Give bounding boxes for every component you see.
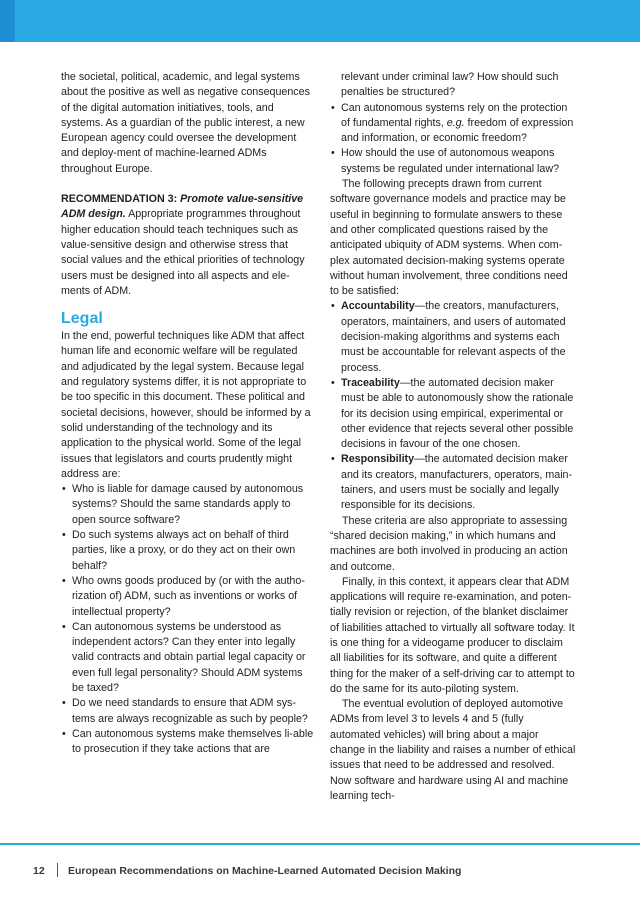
page-number: 12 <box>33 865 45 877</box>
bullet-icon: • <box>331 453 335 466</box>
recommendation-title: Promote value-sensitive ADM design. <box>61 193 304 221</box>
intro-paragraph: the societal, political, academic, and legal systems about the positive as well as negative consequences of the digital automation initiatives, tools, and systems. As a guardian of the public interest, a new European agency could oversee the development and deploy-ment of machine-learned ADMs throughout Europe. <box>61 71 310 175</box>
footer-rule <box>0 843 640 845</box>
page-footer <box>33 863 461 877</box>
bullet-icon: • <box>331 147 335 160</box>
recommendation-body: Appropriate programmes throughout higher education should teach techniques such as value-sensitive design and otherwise stress that social values and the ethical priorities of technology users must be designed into all aspects and ele-ments of ADM. <box>61 208 305 297</box>
header-tab <box>0 0 15 42</box>
list-item-accountability: • Accountability—the creators, manufacturers, operators, maintainers, and users of automated decision-making algorithms and systems each must be accountable for relevant aspects of the process. <box>331 300 566 374</box>
recommendation-label: RECOMMENDATION 3: <box>61 193 178 206</box>
list-item: • How should the use of autonomous weapons systems be regulated under international law? <box>331 147 560 175</box>
list-item: • Who owns goods produced by (or with the autho-rization of) ADM, such as inventions or works of intellectual property? <box>62 574 305 618</box>
legal-issues-list-continued <box>330 70 576 177</box>
legal-intro: In the end, powerful techniques like ADM that affect human life and economic welfare will be regulated and adjudicated by the legal system. Because legal and regulatory systems differ, it is not appropriate to be too specific in this document. These political and societal decisions, however, should be informed by a solid understanding of the technology and its application to the physical world. Some of the legal issues that legislators and courts prudently might address are: <box>61 330 311 480</box>
list-item: • Who is liable for damage caused by autonomous systems? Should the same standards apply to open source software? <box>62 483 304 526</box>
legal-issues-list <box>61 482 314 757</box>
precepts-paragraph: The following precepts drawn from current software governance models and practice may be useful in beginning to formulate answers to these and other complicated questions raised by the anticipated ubiquity of ADM systems. When com-plex automated decision-making systems operate without human involvement, three conditions need to be satisfied: <box>330 178 568 298</box>
criteria-paragraph: These criteria are also appropriate to assessing “shared decision making,” in which humans and machines are both involved in producing an action and outcome. <box>330 514 568 573</box>
list-item: • Can autonomous systems make themselves li-able to prosecution if they take actions that are <box>62 727 314 756</box>
list-item-traceability: • Traceability—the automated decision maker must be able to autonomously show the rationale for its decision using empirical, experimental or other evidence that rejects several other possible decisions in favour of the one chosen. <box>331 376 574 451</box>
list-item <box>330 70 576 101</box>
header-band <box>0 0 640 42</box>
bullet-icon: • <box>62 574 66 587</box>
section-heading-legal: Legal <box>61 310 103 328</box>
bullet-icon: • <box>62 727 66 740</box>
bullet-icon: • <box>331 300 335 313</box>
list-item: • Can autonomous systems be understood as independent actors? Can they enter into legally valid contracts and obtain partial legal capacity or even full legal personality? Should ADM systems be taxed? <box>62 620 306 694</box>
list-item: • Can autonomous systems rely on the protection of fundamental rights, e.g. freedom of expression and information, or economic freedom? <box>331 101 574 145</box>
evolution-paragraph: The eventual evolution of deployed automotive ADMs from level 3 to levels 4 and 5 (fully automated vehicles) will bring about a major change in the liability and raises a number of ethical issues that need to be addressed and resolved. Now software and hardware using AI and machine learning tech- <box>330 698 576 802</box>
running-title: European Recommendations on Machine-Learned Automated Decision Making <box>68 865 462 877</box>
bullet-icon: • <box>62 529 66 542</box>
bullet-icon: • <box>62 483 66 496</box>
right-column <box>330 70 576 804</box>
list-item: • Do such systems always act on behalf of third parties, like a proxy, or do they act on their own behalf? <box>62 529 296 572</box>
recommendation-paragraph <box>61 192 314 299</box>
list-item-responsibility: • Responsibility—the automated decision maker and its creators, manufacturers, operators, main-tainers, and users must be socially and legally responsible for its decisions. <box>331 453 573 512</box>
bullet-icon: • <box>331 376 335 389</box>
bullet-icon: • <box>331 101 335 114</box>
footer-separator <box>57 863 58 877</box>
bullet-icon: • <box>62 620 66 633</box>
list-item-continuation: relevant under criminal law? How should such penalties be structured? <box>341 71 559 99</box>
list-item: • Do we need standards to ensure that ADM sys-tems are always recognizable as such by people? <box>62 697 308 725</box>
finally-paragraph: Finally, in this context, it appears clear that ADM applications will require re-examination, and poten-tially revision or rejection, of the blanket disclaimer of liabilities attached to virtually all software today. It is one thing for a videogame producer to disclaim all liabilities for its software, and quite a different thing for the maker of a self-driving car to attempt to do the same for its auto-piloting system. <box>330 575 575 695</box>
bullet-icon: • <box>62 697 66 710</box>
conditions-list <box>330 299 576 513</box>
left-column <box>61 70 314 757</box>
